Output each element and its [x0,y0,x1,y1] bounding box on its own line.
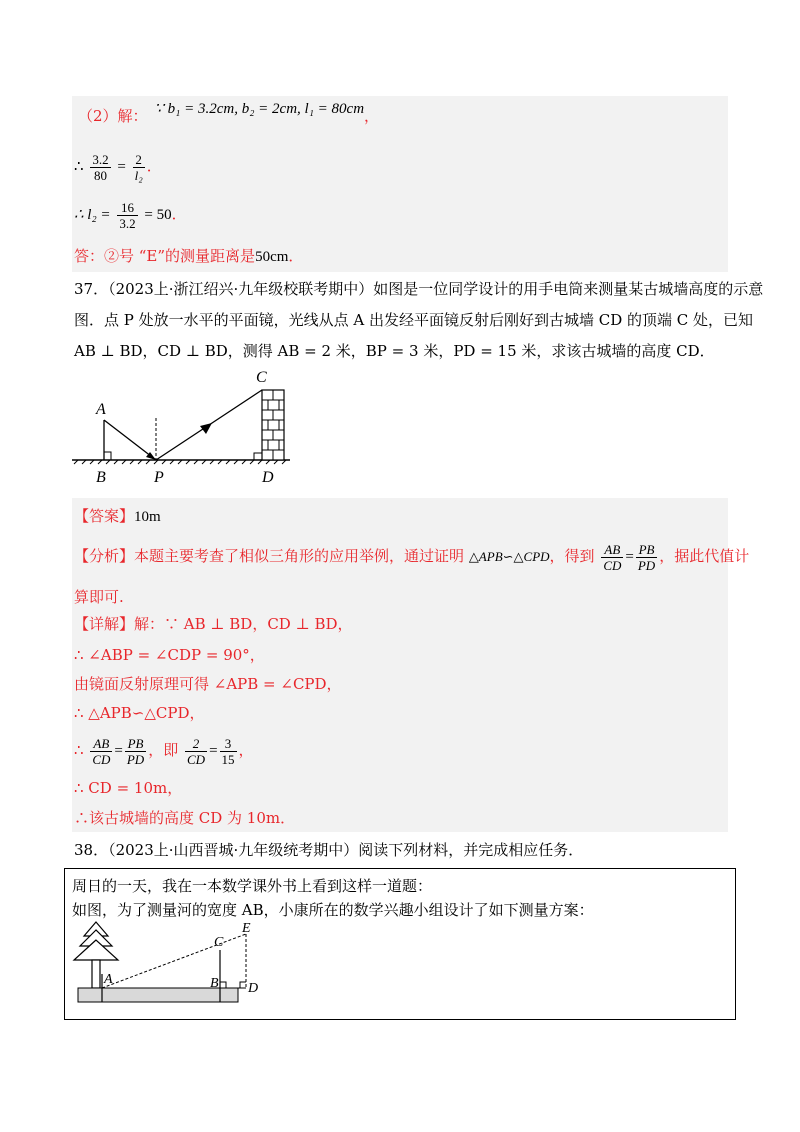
part2-given-tail: ， [364,107,380,125]
fraction: $\frac{16}{3.2}$ [119,199,136,231]
part2-given: ∵ b₁ = 3.2cm, b₂ = 2cm, l₁ = 80cm [154,101,365,117]
fraction: $\frac{AB}{CD}$ [603,541,622,573]
q37-detail-5: ∴ $\frac{AB}{CD}$ = $\frac{PB}{PD}$ ，即 $\frac{2}{CD}$ = $\frac{3}{15}$ ， [74,735,254,767]
part2-label: （2）解： [78,107,148,125]
label-D: D [262,469,274,486]
part2-answer: 答：②号 “E”的测量距离是50cm． [74,247,304,265]
q38-figure [70,920,270,1012]
q38-box-line2: 如图，为了测量河的宽度 AB，小康所在的数学兴趣小组设计了如下测量方案： [72,901,594,919]
q38-line1: 38．（2023上·山西晋城·九年级统考期中）阅读下列材料，并完成相应任务． [74,841,584,859]
label-D: D [248,981,259,996]
label-A: A [104,972,113,987]
q37-answer: 【答案】10m [74,507,161,525]
label-B: B [96,469,106,486]
q37-detail-2: ∴ ∠ABP = ∠CDP = 90°， [74,646,265,664]
fraction: $\frac{2}{\text{l₂}}$ [134,151,143,183]
fraction: $\frac{3}{15}$ [221,735,235,767]
fraction: $\frac{PB}{PD}$ [126,735,145,767]
q37-line1: 37．（2023上·浙江绍兴·九年级校联考期中）如图是一位同学设计的用手电筒来测量某古城墙高度的示意 [74,280,764,298]
fraction: $\frac{2}{CD}$ [187,735,206,767]
q37-figure [70,368,310,488]
part2-given-line [78,101,380,127]
q37-detail-4: ∴ △APB∽△CPD， [74,704,205,722]
q37-detail-3: 由镜面反射原理可得 ∠APB = ∠CPD， [74,675,342,693]
q38-box-line1: 周日的一天，我在一本数学课外书上看到这样一道题： [72,877,433,895]
q37-line3: AB ⊥ BD，CD ⊥ BD，测得 AB = 2 米，BP = 3 米，PD = 15 米，求该古城墙的高度 CD． [74,342,715,360]
label-P: P [154,469,164,486]
q37-analysis-line2: 算即可. [74,588,124,606]
fraction: $\frac{3.2}{80}$ [92,151,109,183]
label-A: A [96,401,106,418]
q37-detail-1: 【详解】解：∵ AB ⊥ BD，CD ⊥ BD， [74,615,353,633]
part2-step1: ∴ $\frac{3.2}{80}$ = $\frac{2}{\text{l₂}}$ ． [74,151,162,183]
q37-line2: 图．点 P 处放一水平的平面镜，光线从点 A 出发经平面镜反射后刚好到古城墙 CD 的顶端 C 处，已知 [74,311,754,329]
q37-analysis: 【分析】本题主要考查了相似三角形的应用举例，通过证明 △APB∽△CPD，得到 $\frac{AB}{CD}$ = $\frac{PB}{PD}$ ，据此代值计 [74,541,750,573]
fraction: $\frac{PB}{PD}$ [637,541,656,573]
q37-detail-7: ∴该古城墙的高度 CD 为 10m． [74,809,296,827]
part2-step2: ∴ l₂ = $\frac{16}{3.2}$ = 50． [74,199,187,231]
label-C: C [256,369,267,386]
label-E: E [242,921,251,936]
fraction: $\frac{AB}{CD}$ [92,735,111,767]
label-B: B [210,976,219,991]
q37-detail-6: ∴ CD = 10m， [74,779,183,797]
label-C: C [214,935,224,950]
